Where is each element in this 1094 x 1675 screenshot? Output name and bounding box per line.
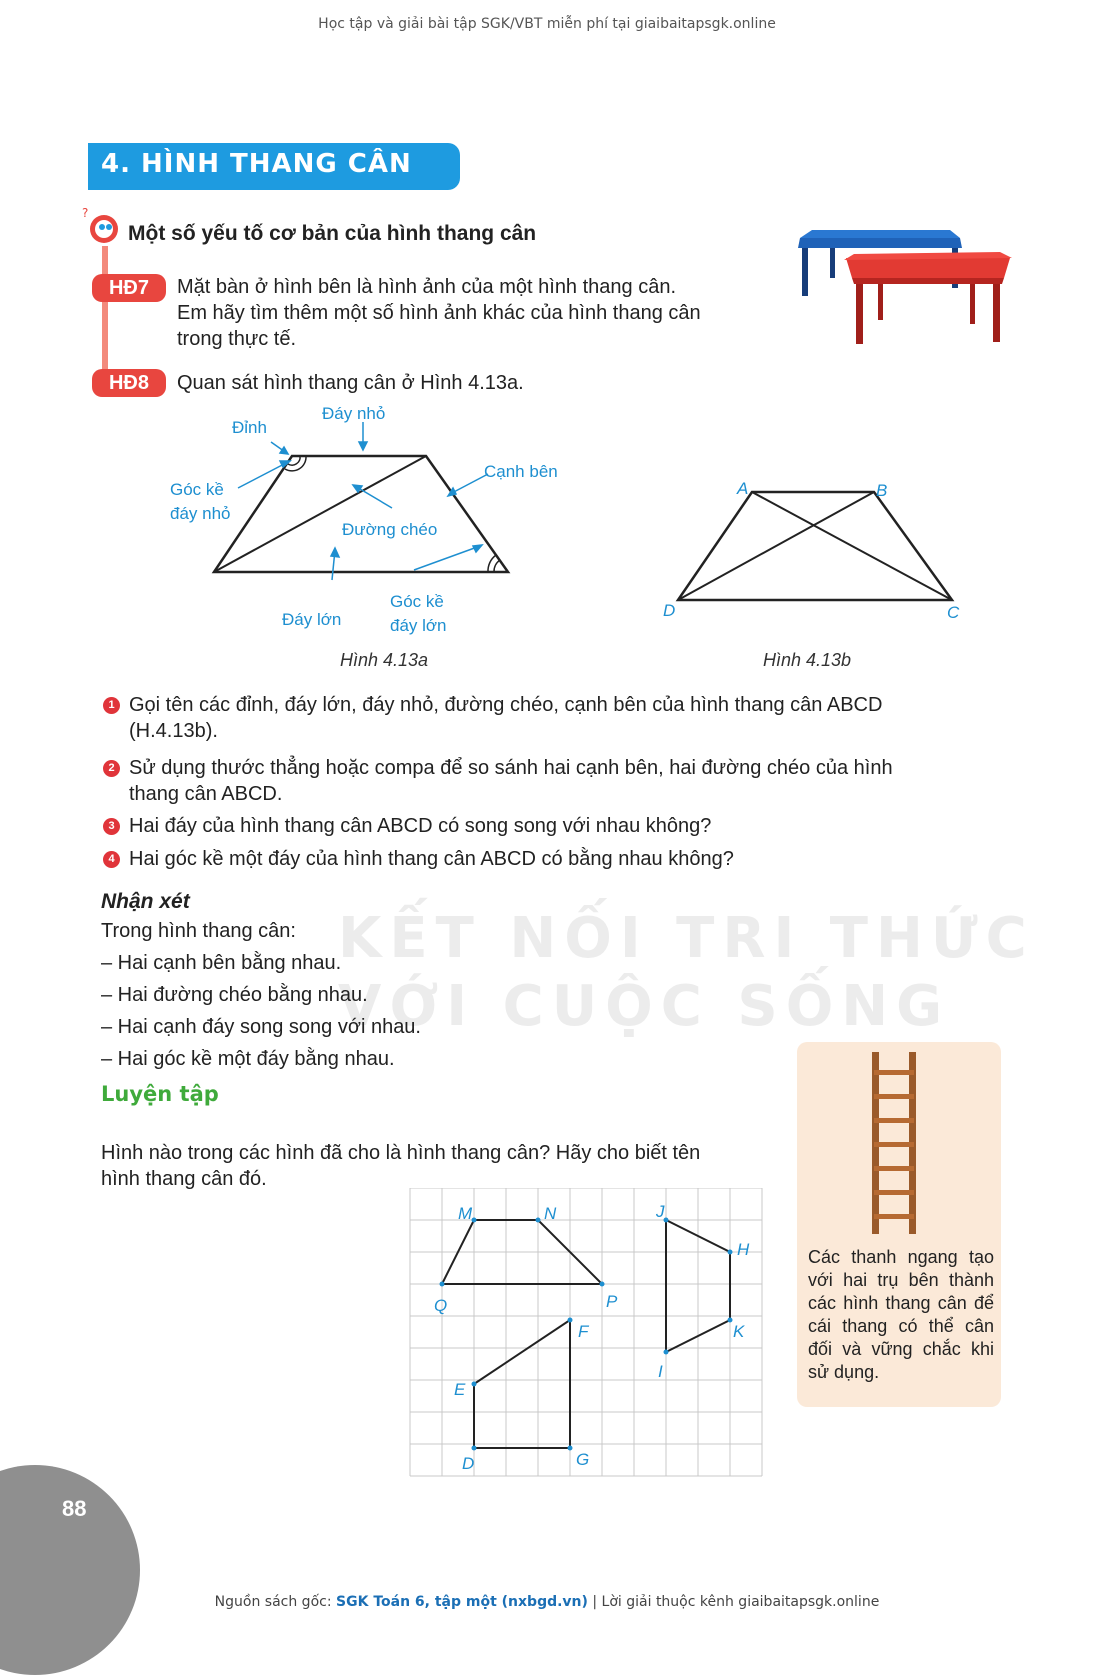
hd7-badge: HĐ7: [92, 274, 166, 302]
point-f-label: F: [578, 1322, 589, 1341]
trapezoid-tables-image: [790, 226, 1020, 356]
activity-rail: [102, 246, 108, 386]
question-3: Hai đáy của hình thang cân ABCD có song song với nhau không?: [129, 815, 712, 837]
question-2-line1: Sử dụng thước thẳng hoặc compa để so sánh hai cạnh bên, hai đường chéo của hình: [129, 757, 893, 779]
label-day-lon: Đáy lớn: [282, 610, 342, 629]
svg-text:?: ?: [82, 206, 89, 220]
question-1-number: 1: [103, 697, 120, 714]
footer-suffix: | Lời giải thuộc kênh giaibaitapsgk.online: [587, 1594, 880, 1610]
point-d-label: D: [663, 601, 676, 620]
hd8-badge: HĐ8: [92, 369, 166, 397]
hd7-text: [177, 274, 762, 352]
label-goc-ke-lon-line1: Góc kề: [390, 592, 444, 611]
label-goc-ke-nho-line2: đáy nhỏ: [170, 504, 231, 523]
luyen-tap-line1: Hình nào trong các hình đã cho là hình thang cân? Hãy cho biết tên: [101, 1142, 701, 1164]
subsection-title: Một số yếu tố cơ bản của hình thang cân: [128, 222, 537, 245]
luyen-tap-line2: hình thang cân đó.: [101, 1168, 267, 1190]
label-goc-ke-nho-line1: Góc kề: [170, 480, 224, 499]
point-k-label: K: [733, 1322, 745, 1341]
question-1-line2: (H.4.13b).: [129, 720, 218, 742]
nhan-xet-item: – Hai đường chéo bằng nhau.: [101, 984, 368, 1006]
label-goc-ke-day-nho: [170, 478, 231, 526]
point-d2-label: D: [462, 1454, 475, 1473]
question-4: Hai góc kề một đáy của hình thang cân ABCD có bằng nhau không?: [129, 848, 734, 870]
point-h-label: H: [737, 1240, 750, 1259]
label-goc-ke-day-lon: [390, 590, 447, 638]
point-p-label: P: [606, 1292, 618, 1311]
watermark-line1: KẾT NỐI TRI THỨC: [338, 906, 1035, 971]
nhan-xet-body: [101, 917, 421, 1073]
label-dinh: Đỉnh: [232, 418, 267, 437]
luyen-tap-title: Luyện tập: [101, 1082, 219, 1106]
hd7-line3: trong thực tế.: [177, 328, 297, 350]
watermark-line2: VỚI CUỘC SỐNG: [338, 974, 951, 1039]
point-g-label: G: [576, 1450, 590, 1469]
nhan-xet-item: – Hai cạnh đáy song song với nhau.: [101, 1016, 421, 1038]
point-a-label: A: [737, 479, 749, 498]
point-i-label: I: [658, 1362, 663, 1381]
page-number: 88: [62, 1496, 87, 1521]
point-n-label: N: [544, 1204, 557, 1223]
question-2-number: 2: [103, 760, 120, 777]
question-4-number: 4: [103, 851, 120, 868]
nhan-xet-title: Nhận xét: [101, 890, 190, 913]
page-header: Học tập và giải bài tập SGK/VBT miễn phí tại giaibaitapsgk.online: [318, 16, 776, 32]
section-title: 4. HÌNH THANG CÂN: [101, 149, 412, 179]
hd7-line1: Mặt bàn ở hình bên là hình ảnh của một hình thang cân.: [177, 276, 677, 298]
nhan-xet-item: – Hai góc kề một đáy bằng nhau.: [101, 1048, 395, 1070]
question-1-line1: Gọi tên các đỉnh, đáy lớn, đáy nhỏ, đường chéo, cạnh bên của hình thang cân ABCD: [129, 694, 883, 716]
nhan-xet-intro: Trong hình thang cân:: [101, 920, 296, 942]
point-e-label: E: [454, 1380, 466, 1399]
point-c-label: C: [947, 603, 960, 622]
label-canh-ben: Cạnh bên: [484, 462, 558, 481]
ladder-note-text: Các thanh ngang tạo với hai trụ bên thành các hình thang cân để cái thang có thể cân đối và vững chắc khi sử dụng.: [808, 1247, 994, 1382]
hd7-line2: Em hãy tìm thêm một số hình ảnh khác của hình thang cân: [177, 302, 701, 324]
question-2-line2: thang cân ABCD.: [129, 783, 283, 805]
footer-prefix: Nguồn sách gốc:: [214, 1594, 337, 1610]
caption-4-13b: Hình 4.13b: [763, 650, 852, 670]
page-footer: [0, 1594, 1094, 1610]
footer-source-link[interactable]: SGK Toán 6, tập một (nxbgd.vn): [336, 1594, 588, 1610]
figure-4-13b: [660, 480, 980, 610]
label-day-nho: Đáy nhỏ: [322, 404, 386, 423]
question-2: [129, 755, 999, 807]
point-q-label: Q: [434, 1296, 448, 1315]
hd8-text: Quan sát hình thang cân ở Hình 4.13a.: [177, 372, 524, 394]
point-m-label: M: [458, 1204, 473, 1223]
label-duong-cheo: Đường chéo: [342, 520, 438, 539]
question-1: [129, 692, 999, 744]
luyen-tap-text: [101, 1140, 781, 1192]
label-goc-ke-lon-line2: đáy lớn: [390, 616, 447, 635]
ladder-image: [866, 1052, 926, 1234]
nhan-xet-item: – Hai cạnh bên bằng nhau.: [101, 952, 342, 974]
point-j-label: J: [656, 1202, 665, 1221]
question-3-number: 3: [103, 818, 120, 835]
caption-4-13a: Hình 4.13a: [340, 650, 429, 670]
point-b-label: B: [876, 481, 888, 500]
magnifier-icon: [82, 205, 126, 251]
watermark: [338, 905, 1035, 1041]
